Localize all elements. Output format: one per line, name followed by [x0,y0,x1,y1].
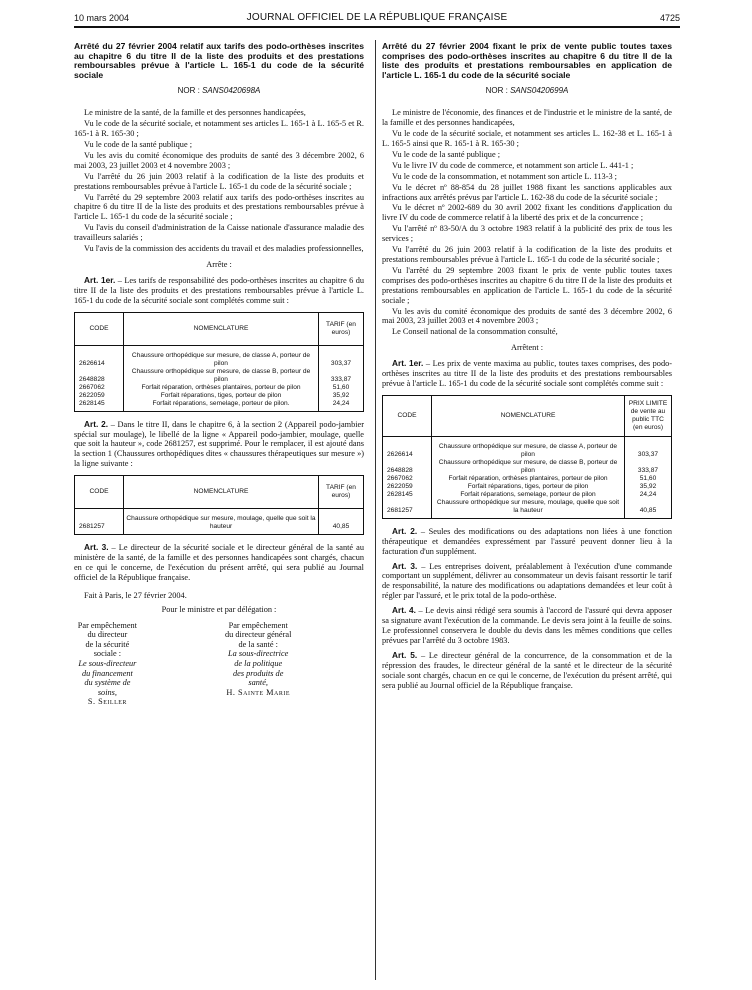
row-code: 2628145 [383,491,432,499]
right-art1-text: – Les prix de vente maxima au public, toutes taxes comprises, des podo-orthèses inscrites au titre II de la liste des produits et des prestations remboursables prévue à l'article L. 165-1 du code de la sécurité sociale sont complétés comme suit : [382,359,673,388]
row-nomenclature: Chaussure orthopédique sur mesure, de classe B, porteur de pilon [124,368,319,384]
row-tarif: 303,37 [319,345,364,368]
left-tarif-table-2 [74,475,364,535]
signatures [74,621,364,707]
table-row [383,483,672,491]
right-para-3: Vu le livre IV du code de commerce, et notamment son article L. 441-1 ; [392,160,634,170]
table-row [383,436,672,459]
left-para-2: Vu le code de la santé publique ; [84,140,193,149]
sig1-line5: du système de soins, [84,678,131,697]
row-code: 2648828 [75,368,124,384]
row-prix: 40,85 [625,499,672,519]
right-nor [382,86,672,96]
table-header-prix: PRIX LIMITE de vente au public TTC (en euros) [625,395,672,436]
row-code: 2648828 [383,459,432,475]
table-header-nomenclature: NOMENCLATURE [124,312,319,345]
sig2-line1: Par empêchement [228,620,288,630]
row-tarif: 51,60 [319,384,364,392]
row-nomenclature: Forfait réparation, orthèses plantaires, porteur de pilon [124,384,319,392]
table-header-nomenclature: NOMENCLATURE [124,476,319,509]
left-para-7: Vu l'avis de la commission des accidents du travail et des maladies professionnelles, [84,244,364,254]
table-row [75,368,364,384]
right-para-1: Vu le code de la sécurité sociale, et notamment ses articles L. 162-38 et L. 165-1 à L. 165-5 ainsi que R. 165-1 à R. 165-30 ; [382,129,672,148]
right-para-7: Vu l'arrêté nº 83-50/A du 3 octobre 1983 relatif à la publicité des prix de tous les services ; [382,224,672,244]
row-code: 2681257 [383,499,432,519]
table-row [75,509,364,535]
row-prix: 35,92 [625,483,672,491]
row-nomenclature: Forfait réparations, semelage, porteur de pilon. [124,400,319,412]
left-art1-text: – Les tarifs de responsabilité des podo-orthèses inscrites au chapitre 6 du titre II de la liste des produits et des prestations remboursables prévue à l'article L. 165-1 du code de la sécurité sociale sont complétés comme suit : [74,275,364,305]
sig2-line4: de la politique [234,658,283,668]
table-row [383,475,672,483]
sig2-line3: La sous-directrice [228,649,289,659]
left-nor-code: SANS0420698A [202,86,261,96]
row-code: 2628145 [75,400,124,412]
right-nor-label: NOR : [485,86,508,96]
row-tarif: 35,92 [319,392,364,400]
left-para-6: Vu l'avis du conseil d'administration de la Caisse nationale d'assurance maladie des travailleurs salariés ; [74,223,364,243]
page-header [74,10,680,26]
right-article-2 [382,527,672,557]
left-art2-text: – Dans le titre II, dans le chapitre 6, à la section 2 (Appareil podo-jambier spécial sur moulage), le libellé de la ligne « Appareil podo-jambier, moulage, quelle que soit la hauteur », code 2681257, est supprimé. Pour le remplacer, il est ajouté dans la section 1 (Chaussures orthopédiques dites « chaussures thérapeutiques sur mesure ») la ligne suivante : [74,419,364,469]
header-page-number: 4725 [659,13,680,23]
right-art4-text: – Le devis ainsi rédigé sera soumis à l'accord de l'assuré qui devra apposer sa signature avant l'exécution de la commande. Le devis sera joint à la feuille de soins. Le professionnel conservera le double du devis dans les mêmes conditions que celles prévues par l'arrêté du 3 octobre 1983. [382,606,672,645]
row-prix: 303,37 [625,436,672,459]
right-para-0: Le ministre de l'économie, des finances et de l'industrie et le ministre de la santé, de la famille et des personnes handicapées, [382,108,672,128]
row-nomenclature: Chaussure orthopédique sur mesure, de classe A, porteur de pilon [124,345,319,368]
right-nor-code: SANS0420699A [510,86,569,96]
left-pour: Pour le ministre et par délégation : [161,604,277,614]
row-tarif: 333,87 [319,368,364,384]
right-para-5: Vu le décret nº 88-854 du 28 juillet 1988 fixant les sanctions applicables aux infractions aux arrêtés prévus par l'article L. 162-38 du code de la sécurité sociale ; [382,182,672,202]
sig1-name: S. Seiller [87,697,127,707]
header-journal-title: JOURNAL OFFICIEL DE LA RÉPUBLIQUE FRANÇAISE [246,12,508,23]
table-row [75,345,364,368]
sig1-line1: Par empêchement du directeur [77,620,137,640]
right-article-1 [382,359,672,389]
left-para-5: Vu l'arrêté du 29 septembre 2003 relatif aux tarifs des podo-orthèses inscrites au chapitre 6 du titre II de la liste des produits et des prestations remboursables prévue à l'article L. 165-1 du code de la sécurité sociale ; [74,192,364,222]
table-header-nomenclature: NOMENCLATURE [432,395,625,436]
right-price-table [382,395,672,519]
left-art2-label: Art. 2. [84,418,109,429]
right-para-9: Vu l'arrêté du 29 septembre 2003 fixant le prix de vente public toutes taxes comprises des podo-orthèses inscrites au chapitre 6 du titre II de la liste des produits et prestations remboursables en application de l'article L. 165-1 du code de la sécurité sociale ; [382,265,672,305]
sig1-line4: du financement [81,668,133,678]
left-fait: Fait à Paris, le 27 février 2004. [84,590,187,600]
table-row [383,491,672,499]
right-article-3 [382,562,672,602]
table-row [75,400,364,412]
right-art1-label: Art. 1er. [392,358,424,369]
row-code: 2626614 [75,345,124,368]
table-header-tarif: TARIF (en euros) [319,312,364,345]
left-article-3 [74,543,364,583]
sig1-line3: Le sous-directeur [78,658,137,668]
left-para-1: Vu le code de la sécurité sociale, et notamment ses articles L. 165-1 à L. 165-5 et R. 165-1 à R. 165-30 ; [74,119,364,139]
header-date: 10 mars 2004 [74,13,130,23]
right-art2-text: – Seules des modifications ou des adaptations non liées à une fonction thérapeutique et demandées expressément par l'assuré peuvent donner lieu à la facturation d'un supplément. [382,526,672,556]
right-para-10: Vu les avis du comité économique des produits de santé des 3 décembre 2002, 6 mai 2003, 23 juillet 2003 et 4 novembre 2003 ; [382,306,672,326]
row-nomenclature: Chaussure orthopédique sur mesure, de classe A, porteur de pilon [432,436,625,459]
table-row [75,392,364,400]
column-divider [375,40,376,980]
right-art4-label: Art. 4. [392,605,416,616]
left-column [74,42,364,707]
row-nomenclature: Forfait réparations, tiges, porteur de pilon [124,392,319,400]
row-nomenclature: Chaussure orthopédique sur mesure, moulage, quelle que soit la hauteur [432,499,625,519]
right-art5-text: – Le directeur général de la concurrence, de la consommation et de la répression des fraudes, le directeur général de la santé et le directeur de la sécurité sociale sont chargés, chacun en ce qui le concerne, de l'exécution du présent arrêté, qui sera publié au Journal officiel de la République française. [382,650,672,690]
right-art3-text: – Les entreprises doivent, préalablement à l'exécution d'une commande comportant un supplément, délivrer au consommateur un devis faisant ressortir le tarif de responsabilité, la nature des modifications ou adaptations demandées et leur coût à régler par l'assuré, et le prix total de la podo-orthèse. [382,561,672,601]
table-header-code: CODE [75,476,124,509]
right-para-2: Vu le code de la santé publique ; [392,149,501,159]
table-header-code: CODE [383,395,432,436]
right-para-4: Vu le code de la consommation, et notamment son article L. 113-3 ; [392,171,617,181]
left-art3-text: – Le directeur de la sécurité sociale et le directeur général de la santé au ministère de la santé, de la famille et des personnes handicapées sont chargés, chacun en ce qui le concerne, de l'exécution du présent arrêté, qui sera publié au Journal officiel de la République française. [74,543,364,582]
left-para-4: Vu l'arrêté du 26 juin 2003 relatif à la codification de la liste des produits et prestations remboursables prévue à l'article L. 165-1 du code de la sécurité sociale ; [74,171,364,191]
sig2-line5: des produits de santé, [233,668,284,688]
row-code: 2681257 [75,509,124,535]
sig2-name: H. Sainte Marie [226,687,291,697]
right-art3-label: Art. 3. [392,560,418,571]
row-prix: 333,87 [625,459,672,475]
row-code: 2626614 [383,436,432,459]
row-nomenclature: Forfait réparation, orthèses plantaires, porteur de pilon [432,475,625,483]
row-nomenclature: Forfait réparations, tiges, porteur de pilon [432,483,625,491]
left-art1-label: Art. 1er. [84,274,116,285]
right-art5-label: Art. 5. [392,649,418,660]
left-article-2 [74,420,364,470]
row-nomenclature: Chaussure orthopédique sur mesure, de classe B, porteur de pilon [432,459,625,475]
row-code: 2667062 [75,384,124,392]
table-header-code: CODE [75,312,124,345]
row-tarif: 24,24 [319,400,364,412]
right-decree-title: Arrêté du 27 février 2004 fixant le prix de vente public toutes taxes comprises des podo-orthèses inscrites au chapitre 6 du titre II de la liste des produits et prestations remboursables en application de l'article L. 165-1 du code de la sécurité sociale [382,41,672,80]
row-tarif: 40,85 [319,509,364,535]
row-prix: 51,60 [625,475,672,483]
right-article-5 [382,651,672,691]
header-rule [74,26,680,28]
row-prix: 24,24 [625,491,672,499]
left-art3-label: Art. 3. [84,542,109,553]
table-row [383,459,672,475]
left-para-0: Le ministre de la santé, de la famille et des personnes handicapées, [84,108,306,118]
right-art2-label: Art. 2. [392,525,418,536]
right-arretent: Arrêtent : [510,343,544,353]
left-decree-title: Arrêté du 27 février 2004 relatif aux tarifs des podo-orthèses inscrites au chapitre 6 du titre II de la liste des produits et des prestations remboursables prévue à l'article L. 165-1 du code de la sécurité sociale [74,41,364,80]
sig1-line2: de la sécurité sociale : [85,639,130,659]
right-para-6: Vu le décret nº 2002-689 du 30 avril 2002 fixant les conditions d'application du livre IV du code de commerce relatif à la liberté des prix et de la concurrence ; [382,203,672,223]
row-code: 2667062 [383,475,432,483]
signature-block-2 [225,621,364,707]
row-nomenclature: Forfait réparations, semelage, porteur de pilon [432,491,625,499]
signature-block-1 [74,621,213,707]
left-article-1 [74,276,364,306]
left-nor [74,86,364,96]
row-nomenclature: Chaussure orthopédique sur mesure, moulage, quelle que soit la hauteur [124,509,319,535]
left-tarif-table [74,312,364,412]
row-code: 2622059 [75,392,124,400]
right-article-4 [382,606,672,646]
sig2-line2: du directeur général de la santé : [225,630,292,649]
left-nor-label: NOR : [177,86,200,96]
right-para-11: Le Conseil national de la consommation consulté, [392,327,558,337]
table-row [75,384,364,392]
table-header-tarif: TARIF (en euros) [319,476,364,509]
right-para-8: Vu l'arrêté du 26 juin 2003 relatif à la codification de la liste des produits et prestations remboursables prévue à l'article L. 165-1 du code de la sécurité sociale ; [382,245,672,264]
left-para-3: Vu les avis du comité économique des produits de santé des 3 décembre 2002, 6 mai 2003, 23 juillet 2003 et 4 novembre 2003 ; [74,150,364,170]
right-column [382,42,672,691]
left-arrete: Arrête : [206,259,232,269]
table-row [383,499,672,519]
row-code: 2622059 [383,483,432,491]
